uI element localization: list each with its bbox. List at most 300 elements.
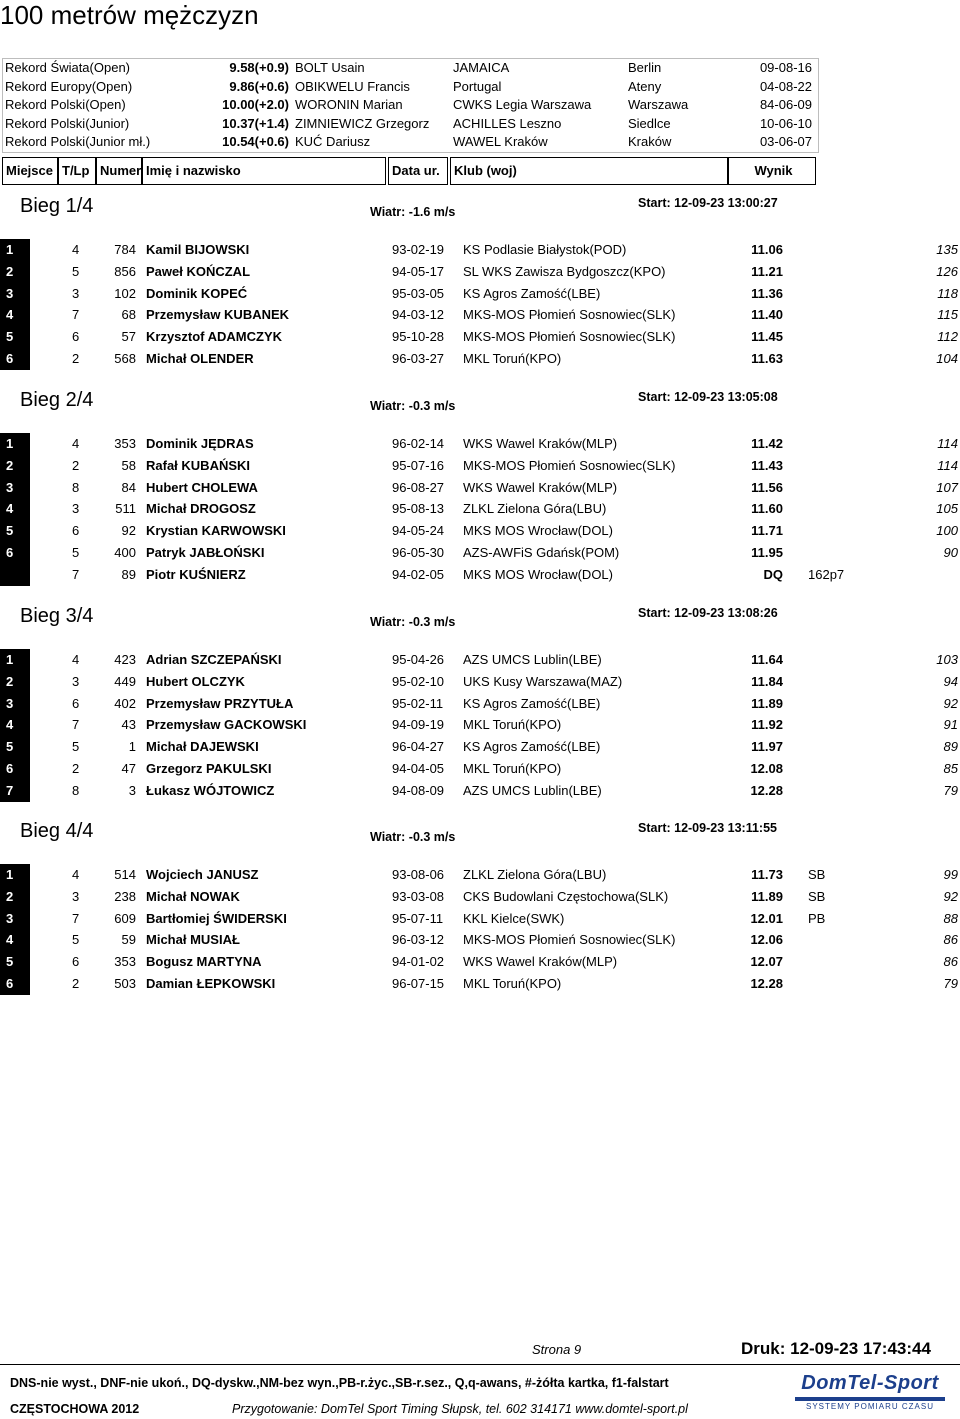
result-name: Michał DROGOSZ <box>146 501 256 517</box>
record-name: Rekord Europy(Open) <box>5 78 133 94</box>
result-time: 12.06 <box>750 932 783 948</box>
record-date: 84-06-09 <box>759 97 812 112</box>
logo-sub-text: SYSTEMY POMIARU CZASU <box>806 1402 934 1411</box>
record-athlete: KUĆ Dariusz <box>295 134 371 149</box>
result-points: 90 <box>943 545 958 560</box>
record-city: Berlin <box>628 60 662 75</box>
result-points: 92 <box>943 888 958 904</box>
result-place: 4 <box>0 304 30 326</box>
result-place: 5 <box>0 951 30 973</box>
result-bib: 856 <box>114 263 136 279</box>
result-lane: 8 <box>72 479 80 495</box>
record-result: 10.37(+1.4) <box>222 115 289 131</box>
result-dob: 96-03-12 <box>392 932 445 948</box>
result-place: 6 <box>0 758 30 780</box>
result-club: MKL Toruń(KPO) <box>463 761 562 776</box>
header-dob: Data ur. <box>388 157 448 185</box>
result-lane: 4 <box>72 652 80 667</box>
heat-title: Bieg 3/4 <box>20 605 94 627</box>
result-bib: 59 <box>121 932 136 948</box>
result-row <box>0 348 960 370</box>
result-place: 4 <box>0 714 30 736</box>
result-time: 12.28 <box>750 782 783 798</box>
result-name: Michał OLENDER <box>146 351 254 366</box>
result-time: 11.84 <box>751 673 783 689</box>
result-lane: 3 <box>72 888 80 904</box>
result-name: Damian ŁEPKOWSKI <box>146 976 276 991</box>
result-place: 3 <box>0 283 30 305</box>
result-club: WKS Wawel Kraków(MLP) <box>463 479 618 495</box>
result-bib: 3 <box>128 782 136 798</box>
result-note: 162p7 <box>808 566 845 582</box>
result-place: 6 <box>0 348 30 370</box>
result-club: ZLKL Zielona Góra(LBU) <box>463 501 607 517</box>
record-club: WAWEL Kraków <box>453 134 548 149</box>
record-city: Siedlce <box>628 115 671 131</box>
result-row <box>0 864 960 886</box>
header-name: Imię i nazwisko <box>142 157 386 185</box>
abbreviation-legend: DNS-nie wyst., DNF-nie ukoń., DQ-dyskw.,NM-bez wyn.,PB-r.życ.,SB-r.sez., Q,q-awans, #-żółta kartka, f1-falstart <box>10 1376 669 1390</box>
result-lane: 5 <box>72 932 80 948</box>
result-lane: 3 <box>72 285 80 301</box>
result-club: UKS Kusy Warszawa(MAZ) <box>463 673 623 689</box>
record-result: 10.00(+2.0) <box>222 97 289 112</box>
result-dob: 95-07-16 <box>392 457 445 473</box>
result-lane: 8 <box>72 782 80 798</box>
result-club: KS Podlasie Białystok(POD) <box>463 242 627 257</box>
result-time: 11.43 <box>751 457 783 473</box>
result-bib: 68 <box>121 307 136 323</box>
result-name: Przemysław KUBANEK <box>146 307 290 323</box>
result-bib: 353 <box>114 436 136 451</box>
result-bib: 400 <box>114 545 136 560</box>
result-time: 11.60 <box>751 501 783 517</box>
result-name: Hubert CHOLEWA <box>146 479 258 495</box>
result-points: 135 <box>936 242 958 257</box>
result-time: 11.21 <box>751 263 783 279</box>
result-bib: 238 <box>114 888 136 904</box>
record-athlete: ZIMNIEWICZ Grzegorz <box>295 115 430 131</box>
result-time: 11.45 <box>751 329 783 345</box>
result-row <box>0 283 960 305</box>
result-time: 11.64 <box>751 652 783 667</box>
result-lane: 7 <box>72 307 80 323</box>
result-time: 11.56 <box>751 479 783 495</box>
result-time: 11.97 <box>751 739 783 755</box>
result-dob: 94-03-12 <box>392 307 445 323</box>
result-name: Michał MUSIAŁ <box>146 932 240 948</box>
result-row <box>0 520 960 542</box>
result-name: Bogusz MARTYNA <box>146 954 262 970</box>
result-dob: 94-02-05 <box>392 566 445 582</box>
result-name: Dominik KOPEĆ <box>146 285 248 301</box>
result-time: 12.08 <box>750 761 783 776</box>
header-place: Miejsce <box>2 157 58 185</box>
result-row <box>0 951 960 973</box>
result-club: KKL Kielce(SWK) <box>463 910 565 926</box>
result-row <box>0 498 960 520</box>
result-club: MKS-MOS Płomień Sosnowiec(SLK) <box>463 457 676 473</box>
page-title: 100 metrów mężczyzn <box>0 0 259 30</box>
result-club: MKS MOS Wrocław(DOL) <box>463 523 613 539</box>
result-dob: 93-02-19 <box>392 242 445 257</box>
result-place: 2 <box>0 886 30 908</box>
result-club: ZLKL Zielona Góra(LBU) <box>463 867 607 882</box>
result-dob: 94-04-05 <box>392 761 445 776</box>
result-time: 11.40 <box>751 307 783 323</box>
heat-title: Bieg 4/4 <box>20 820 94 842</box>
header-lane: T/Lp <box>58 157 96 185</box>
result-row <box>0 973 960 995</box>
result-time: 11.92 <box>751 717 783 733</box>
result-lane: 6 <box>72 329 80 345</box>
result-row <box>0 758 960 780</box>
result-bib: 514 <box>114 867 136 882</box>
result-bib: 58 <box>121 457 136 473</box>
result-place <box>0 564 30 586</box>
result-points: 114 <box>937 457 958 473</box>
record-date: 09-08-16 <box>759 60 812 75</box>
result-row <box>0 649 960 671</box>
record-result: 10.54(+0.6) <box>222 134 289 149</box>
result-club: AZS UMCS Lublin(LBE) <box>463 652 602 667</box>
result-time: DQ <box>763 566 783 582</box>
result-points: 100 <box>936 523 958 539</box>
heat-wind: Wiatr: -1.6 m/s <box>370 205 456 219</box>
result-dob: 95-08-13 <box>392 501 445 517</box>
heat-title: Bieg 1/4 <box>20 195 94 217</box>
result-club: MKL Toruń(KPO) <box>463 976 562 991</box>
result-place: 4 <box>0 929 30 951</box>
result-points: 86 <box>943 954 958 970</box>
result-club: SL WKS Zawisza Bydgoszcz(KPO) <box>463 263 666 279</box>
heat-start-time: Start: 12-09-23 13:00:27 <box>638 196 778 210</box>
record-club: CWKS Legia Warszawa <box>453 97 592 112</box>
result-dob: 93-08-06 <box>392 867 445 882</box>
heat-start-time: Start: 12-09-23 13:11:55 <box>638 821 777 835</box>
record-date: 10-06-10 <box>759 115 812 131</box>
result-points: 115 <box>937 307 958 323</box>
result-bib: 353 <box>114 954 136 970</box>
result-dob: 96-07-15 <box>392 976 445 991</box>
result-points: 104 <box>936 351 958 366</box>
result-lane: 5 <box>72 739 80 755</box>
result-dob: 95-02-11 <box>392 695 444 711</box>
event-city: CZĘSTOCHOWA 2012 <box>10 1402 140 1416</box>
footer-divider <box>0 1364 960 1365</box>
result-name: Hubert OLCZYK <box>146 673 245 689</box>
result-club: MKL Toruń(KPO) <box>463 351 562 366</box>
result-place: 7 <box>0 780 30 802</box>
result-club: KS Agros Zamość(LBE) <box>463 285 601 301</box>
record-athlete: BOLT Usain <box>295 60 365 75</box>
result-row <box>0 929 960 951</box>
result-bib: 609 <box>114 910 136 926</box>
result-lane: 2 <box>72 351 80 366</box>
result-dob: 94-08-09 <box>392 782 445 798</box>
result-points: 118 <box>937 285 958 301</box>
record-date: 04-08-22 <box>759 78 812 94</box>
result-row <box>0 239 960 261</box>
print-timestamp: Druk: 12-09-23 17:43:44 <box>741 1339 931 1358</box>
result-club: MKL Toruń(KPO) <box>463 717 562 733</box>
result-place: 1 <box>0 433 30 455</box>
result-note: PB <box>808 910 826 926</box>
result-row <box>0 261 960 283</box>
record-athlete: OBIKWELU Francis <box>295 78 410 94</box>
record-result: 9.58(+0.9) <box>229 60 289 75</box>
result-lane: 2 <box>72 457 80 473</box>
result-time: 11.89 <box>751 888 783 904</box>
result-name: Rafał KUBAŃSKI <box>146 457 251 473</box>
record-row <box>3 59 818 78</box>
result-name: Michał DAJEWSKI <box>146 739 259 755</box>
result-place: 6 <box>0 542 30 564</box>
record-club: JAMAICA <box>453 60 510 75</box>
result-row <box>0 736 960 758</box>
result-dob: 93-03-08 <box>392 888 445 904</box>
result-time: 11.63 <box>751 351 783 366</box>
result-dob: 96-04-27 <box>392 739 445 755</box>
record-row <box>3 133 818 152</box>
result-bib: 43 <box>121 717 136 733</box>
result-dob: 96-03-27 <box>392 351 445 366</box>
result-lane: 7 <box>72 717 80 733</box>
result-name: Patryk JABŁOŃSKI <box>146 545 265 560</box>
record-athlete: WORONIN Marian <box>295 97 403 112</box>
result-bib: 102 <box>114 285 136 301</box>
result-time: 12.01 <box>750 910 783 926</box>
result-note: SB <box>808 867 826 882</box>
result-dob: 94-09-19 <box>392 717 445 733</box>
result-row <box>0 780 960 802</box>
record-city: Kraków <box>628 134 672 149</box>
result-lane: 4 <box>72 867 80 882</box>
result-club: MKS MOS Wrocław(DOL) <box>463 566 613 582</box>
result-bib: 503 <box>114 976 136 991</box>
result-points: 126 <box>936 263 958 279</box>
heat-start-time: Start: 12-09-23 13:08:26 <box>638 606 778 620</box>
result-dob: 95-10-28 <box>392 329 445 345</box>
result-place: 2 <box>0 455 30 477</box>
result-bib: 89 <box>121 566 136 582</box>
header-result: Wynik <box>728 157 816 185</box>
result-points: 103 <box>936 652 958 667</box>
result-lane: 2 <box>72 976 80 991</box>
result-lane: 5 <box>72 545 80 560</box>
result-name: Bartłomiej ŚWIDERSKI <box>146 910 287 926</box>
result-points: 79 <box>943 782 958 798</box>
record-club: Portugal <box>453 78 502 94</box>
heat-wind: Wiatr: -0.3 m/s <box>370 830 456 844</box>
result-dob: 94-05-17 <box>392 263 445 279</box>
record-row <box>3 78 818 97</box>
result-name: Kamil BIJOWSKI <box>146 242 250 257</box>
result-lane: 3 <box>72 673 80 689</box>
record-result: 9.86(+0.6) <box>229 78 289 94</box>
result-lane: 4 <box>72 436 80 451</box>
result-place: 2 <box>0 261 30 283</box>
header-bib: Numer <box>96 157 142 185</box>
logo-main-text: DomTel-Sport <box>801 1372 939 1394</box>
result-name: Michał NOWAK <box>146 888 240 904</box>
result-place: 1 <box>0 864 30 886</box>
record-name: Rekord Polski(Open) <box>5 97 126 112</box>
result-points: 114 <box>937 436 958 451</box>
result-points: 88 <box>943 910 958 926</box>
result-name: Łukasz WÓJTOWICZ <box>146 782 275 798</box>
result-row <box>0 564 960 586</box>
result-bib: 568 <box>114 351 136 366</box>
result-bib: 57 <box>121 329 136 345</box>
result-row <box>0 326 960 348</box>
result-name: Przemysław PRZYTUŁA <box>146 695 294 711</box>
result-dob: 96-05-30 <box>392 545 445 560</box>
result-club: CKS Budowlani Częstochowa(SLK) <box>463 888 669 904</box>
record-row <box>3 115 818 134</box>
record-name: Rekord Świata(Open) <box>5 60 130 75</box>
result-row <box>0 886 960 908</box>
result-row <box>0 714 960 736</box>
result-row <box>0 908 960 930</box>
records-table <box>2 58 819 153</box>
result-row <box>0 455 960 477</box>
result-club: KS Agros Zamość(LBE) <box>463 695 601 711</box>
result-name: Grzegorz PAKULSKI <box>146 761 272 776</box>
result-row <box>0 433 960 455</box>
result-lane: 6 <box>72 954 80 970</box>
result-row <box>0 542 960 564</box>
logo-bar <box>795 1397 945 1401</box>
result-time: 12.28 <box>750 976 783 991</box>
heat-start-time: Start: 12-09-23 13:05:08 <box>638 390 778 404</box>
result-bib: 84 <box>121 479 136 495</box>
record-city: Ateny <box>628 78 662 94</box>
result-bib: 511 <box>115 501 136 517</box>
result-dob: 95-04-26 <box>392 652 445 667</box>
result-bib: 784 <box>114 242 136 257</box>
result-bib: 92 <box>121 523 136 539</box>
heat-wind: Wiatr: -0.3 m/s <box>370 399 456 413</box>
result-points: 85 <box>943 761 958 776</box>
result-place: 5 <box>0 520 30 542</box>
result-points: 112 <box>937 329 958 345</box>
heat-wind: Wiatr: -0.3 m/s <box>370 615 456 629</box>
result-lane: 3 <box>72 501 80 517</box>
result-name: Wojciech JANUSZ <box>146 867 259 882</box>
result-row <box>0 477 960 499</box>
result-club: AZS UMCS Lublin(LBE) <box>463 782 602 798</box>
result-name: Adrian SZCZEPAŃSKI <box>146 652 282 667</box>
result-points: 91 <box>943 717 958 733</box>
result-lane: 6 <box>72 523 80 539</box>
result-row <box>0 693 960 715</box>
result-name: Piotr KUŚNIERZ <box>146 566 246 582</box>
result-bib: 47 <box>121 761 136 776</box>
result-name: Krzysztof ADAMCZYK <box>146 329 283 345</box>
result-name: Paweł KOŃCZAL <box>146 263 251 279</box>
result-place: 4 <box>0 498 30 520</box>
result-points: 99 <box>943 867 958 882</box>
result-dob: 96-02-14 <box>392 436 445 451</box>
result-lane: 5 <box>72 263 80 279</box>
result-club: KS Agros Zamość(LBE) <box>463 739 601 755</box>
record-date: 03-06-07 <box>759 134 812 149</box>
result-time: 11.89 <box>751 695 783 711</box>
record-name: Rekord Polski(Junior) <box>5 115 130 131</box>
result-bib: 1 <box>128 739 136 755</box>
result-time: 11.36 <box>751 285 783 301</box>
result-row <box>0 671 960 693</box>
record-club: ACHILLES Leszno <box>453 115 562 131</box>
result-time: 11.06 <box>751 242 783 257</box>
result-place: 5 <box>0 736 30 758</box>
result-time: 12.07 <box>750 954 783 970</box>
record-city: Warszawa <box>628 97 689 112</box>
prepared-by: Przygotowanie: DomTel Sport Timing Słupsk, tel. 602 314171 www.domtel-sport.pl <box>232 1402 688 1416</box>
result-name: Dominik JĘDRAS <box>146 436 254 451</box>
header-club: Klub (woj) <box>450 157 728 185</box>
result-time: 11.42 <box>751 436 783 451</box>
result-points: 105 <box>936 501 958 517</box>
result-name: Krystian KARWOWSKI <box>146 523 286 539</box>
result-place: 2 <box>0 671 30 693</box>
result-lane: 7 <box>72 910 80 926</box>
record-row <box>3 96 818 115</box>
result-bib: 449 <box>114 673 136 689</box>
result-bib: 402 <box>114 695 136 711</box>
result-points: 79 <box>943 976 958 991</box>
result-place: 1 <box>0 239 30 261</box>
result-points: 89 <box>943 739 958 755</box>
result-dob: 96-08-27 <box>392 479 445 495</box>
result-club: WKS Wawel Kraków(MLP) <box>463 436 618 451</box>
result-dob: 95-02-10 <box>392 673 445 689</box>
result-dob: 95-03-05 <box>392 285 445 301</box>
result-club: WKS Wawel Kraków(MLP) <box>463 954 618 970</box>
result-dob: 94-05-24 <box>392 523 445 539</box>
result-points: 94 <box>943 673 958 689</box>
result-row <box>0 304 960 326</box>
domtel-logo <box>795 1372 945 1414</box>
result-place: 5 <box>0 326 30 348</box>
heat-title: Bieg 2/4 <box>20 389 94 411</box>
result-place: 3 <box>0 908 30 930</box>
result-time: 11.73 <box>751 867 783 882</box>
result-lane: 2 <box>72 761 80 776</box>
result-dob: 95-07-11 <box>392 910 444 926</box>
result-place: 3 <box>0 477 30 499</box>
page-number: Strona 9 <box>532 1342 582 1357</box>
result-place: 3 <box>0 693 30 715</box>
result-name: Przemysław GACKOWSKI <box>146 717 307 733</box>
result-note: SB <box>808 888 826 904</box>
result-place: 6 <box>0 973 30 995</box>
result-lane: 7 <box>72 566 80 582</box>
result-points: 92 <box>943 695 958 711</box>
result-club: AZS-AWFiS Gdańsk(POM) <box>463 545 620 560</box>
result-club: MKS-MOS Płomień Sosnowiec(SLK) <box>463 329 676 345</box>
result-lane: 6 <box>72 695 80 711</box>
result-time: 11.95 <box>751 545 783 560</box>
result-dob: 94-01-02 <box>392 954 445 970</box>
result-club: MKS-MOS Płomień Sosnowiec(SLK) <box>463 932 676 948</box>
result-time: 11.71 <box>751 523 783 539</box>
result-points: 86 <box>943 932 958 948</box>
record-name: Rekord Polski(Junior mł.) <box>5 134 151 149</box>
result-points: 107 <box>936 479 958 495</box>
result-lane: 4 <box>72 242 80 257</box>
